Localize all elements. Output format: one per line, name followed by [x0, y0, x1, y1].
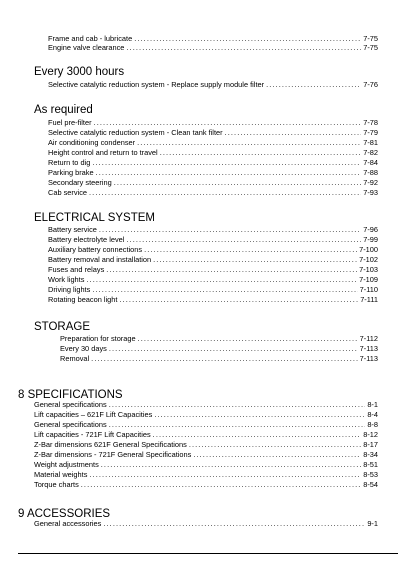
entry-page: 7-112	[359, 334, 378, 343]
dot-leader	[81, 480, 361, 489]
entry-page: 7-113	[359, 354, 378, 363]
entry-page: 7-109	[359, 275, 378, 284]
entry-title: Driving lights	[48, 285, 91, 294]
entry-page: 8-34	[363, 450, 378, 459]
toc-entry[interactable]	[48, 265, 378, 274]
entry-page: 7-79	[363, 128, 378, 137]
toc-entry[interactable]	[34, 480, 378, 489]
entry-page: 7-110	[359, 285, 378, 294]
dot-leader	[109, 420, 366, 429]
section-heading-every-3000-hours: Every 3000 hours	[34, 66, 125, 78]
entry-title: Every 30 days	[60, 344, 107, 353]
entry-title: Lift capacities – 621F Lift Capacities	[34, 410, 153, 419]
dot-leader	[193, 450, 361, 459]
dot-leader	[153, 430, 362, 439]
entry-title: Z-Bar dimensions 621F General Specifications	[34, 440, 187, 449]
toc-entry[interactable]	[60, 354, 378, 363]
entry-title: Fuses and relays	[48, 265, 105, 274]
entry-page: 8-4	[367, 410, 378, 419]
entry-title: Preparation for storage	[60, 334, 136, 343]
entry-title: Cab service	[48, 188, 88, 197]
entry-title: General specifications	[34, 400, 107, 409]
entry-title: Engine valve clearance	[48, 43, 125, 52]
chapter-heading-accessories: 9 ACCESSORIES	[18, 508, 111, 520]
entry-title: Rotating beacon light	[48, 295, 118, 304]
entry-page: 8-12	[363, 430, 378, 439]
entry-page: 8-54	[363, 480, 378, 489]
dot-leader	[96, 168, 362, 177]
toc-entry[interactable]	[48, 178, 378, 187]
entry-title: Selective catalytic reduction system - Clean tank filter	[48, 128, 223, 137]
entry-title: Removal	[60, 354, 90, 363]
toc-entry[interactable]	[34, 470, 378, 479]
dot-leader	[153, 255, 357, 264]
entry-page: 7-82	[363, 148, 378, 157]
entry-page: 7-103	[359, 265, 378, 274]
toc-entry[interactable]	[34, 400, 378, 409]
dot-leader	[134, 34, 361, 43]
entry-page: 7-92	[363, 178, 378, 187]
entry-title: General specifications	[34, 420, 107, 429]
entry-page: 7-99	[363, 235, 378, 244]
entry-page: 7-93	[363, 188, 378, 197]
dot-leader	[126, 43, 361, 52]
entry-title: Lift capacities - 721F Lift Capacities	[34, 430, 151, 439]
dot-leader	[114, 178, 362, 187]
entry-page: 8-51	[363, 460, 378, 469]
entry-page: 8-8	[367, 420, 378, 429]
section-heading-electrical-system: ELECTRICAL SYSTEM	[34, 212, 155, 224]
dot-leader	[106, 265, 357, 274]
toc-entry[interactable]	[48, 118, 378, 127]
entry-page: 8-1	[367, 400, 378, 409]
entry-page: 7-76	[363, 80, 378, 89]
entry-page: 7-88	[363, 168, 378, 177]
entry-page: 7-81	[363, 138, 378, 147]
dot-leader	[138, 334, 358, 343]
entry-page: 7-102	[359, 255, 378, 264]
toc-entry[interactable]	[34, 410, 378, 419]
dot-leader	[109, 344, 358, 353]
dot-leader	[94, 118, 362, 127]
chapter-heading-specifications: 8 SPECIFICATIONS	[18, 389, 123, 401]
section-heading-storage: STORAGE	[34, 321, 91, 333]
entry-title: Torque charts	[34, 480, 79, 489]
toc-entry[interactable]	[48, 138, 378, 147]
entry-page: 8-17	[363, 440, 378, 449]
toc-entry[interactable]	[48, 158, 378, 167]
toc-entry[interactable]	[48, 275, 378, 284]
dot-leader	[103, 519, 365, 528]
entry-title: Parking brake	[48, 168, 94, 177]
toc-entry[interactable]	[48, 188, 378, 197]
dot-leader	[101, 460, 361, 469]
toc-entry[interactable]	[48, 148, 378, 157]
dot-leader	[99, 225, 361, 234]
dot-leader	[89, 188, 361, 197]
toc-entry[interactable]	[48, 80, 378, 89]
toc-entry[interactable]	[48, 245, 378, 254]
dot-leader	[189, 440, 361, 449]
toc-entry[interactable]	[34, 430, 378, 439]
entry-title: Battery removal and installation	[48, 255, 152, 264]
toc-entry[interactable]	[34, 440, 378, 449]
dot-leader	[92, 285, 357, 294]
footer-rule	[18, 553, 398, 554]
entry-page: 7-75	[363, 43, 378, 52]
entry-title: Z-Bar dimensions - 721F General Specifications	[34, 450, 192, 459]
entry-title: Fuel pre-filter	[48, 118, 92, 127]
entry-title: Battery service	[48, 225, 97, 234]
toc-entry[interactable]	[48, 285, 378, 294]
entry-title: Material weights	[34, 470, 88, 479]
toc-entry[interactable]	[48, 255, 378, 264]
toc-entry[interactable]	[60, 334, 378, 343]
toc-entry[interactable]	[48, 235, 378, 244]
entry-title: Auxiliary battery connections	[48, 245, 143, 254]
entry-page: 7-78	[363, 118, 378, 127]
toc-entry[interactable]	[48, 128, 378, 137]
entry-title: Return to dig	[48, 158, 91, 167]
dot-leader	[89, 470, 361, 479]
toc-entry[interactable]	[34, 460, 378, 469]
entry-title: Work lights	[48, 275, 85, 284]
dot-leader	[119, 295, 358, 304]
toc-entry[interactable]	[34, 420, 378, 429]
dot-leader	[109, 400, 366, 409]
entry-page: 7-111	[360, 295, 378, 304]
section-heading-as-required: As required	[34, 104, 93, 116]
dot-leader	[160, 148, 362, 157]
toc-entry[interactable]	[34, 450, 378, 459]
entry-page: 7-96	[363, 225, 378, 234]
entry-title: Air conditioning condenser	[48, 138, 136, 147]
entry-page: 7-75	[363, 34, 378, 43]
entry-page: 9-1	[367, 519, 378, 528]
toc-entry[interactable]	[48, 34, 378, 43]
dot-leader	[86, 275, 357, 284]
toc-entry[interactable]	[34, 519, 378, 528]
dot-leader	[91, 354, 357, 363]
entry-title: Selective catalytic reduction system - Replace supply module filter	[48, 80, 265, 89]
entry-title: Secondary steering	[48, 178, 112, 187]
entry-title: Battery electrolyte level	[48, 235, 125, 244]
entry-title: Height control and return to travel	[48, 148, 158, 157]
dot-leader	[154, 410, 365, 419]
dot-leader	[266, 80, 361, 89]
entry-title: General accessories	[34, 519, 102, 528]
dot-leader	[92, 158, 361, 167]
toc-entry[interactable]	[48, 168, 378, 177]
dot-leader	[225, 128, 362, 137]
entry-page: 7-113	[359, 344, 378, 353]
entry-title: Frame and cab - lubricate	[48, 34, 133, 43]
toc-entry[interactable]	[48, 225, 378, 234]
toc-entry[interactable]	[48, 43, 378, 52]
dot-leader	[126, 235, 361, 244]
entry-page: 8-53	[363, 470, 378, 479]
dot-leader	[144, 245, 357, 254]
dot-leader	[137, 138, 361, 147]
entry-page: 7-84	[363, 158, 378, 167]
toc-entry[interactable]	[48, 295, 378, 304]
toc-entry[interactable]	[60, 344, 378, 353]
entry-title: Weight adjustments	[34, 460, 99, 469]
entry-page: 7-100	[359, 245, 378, 254]
